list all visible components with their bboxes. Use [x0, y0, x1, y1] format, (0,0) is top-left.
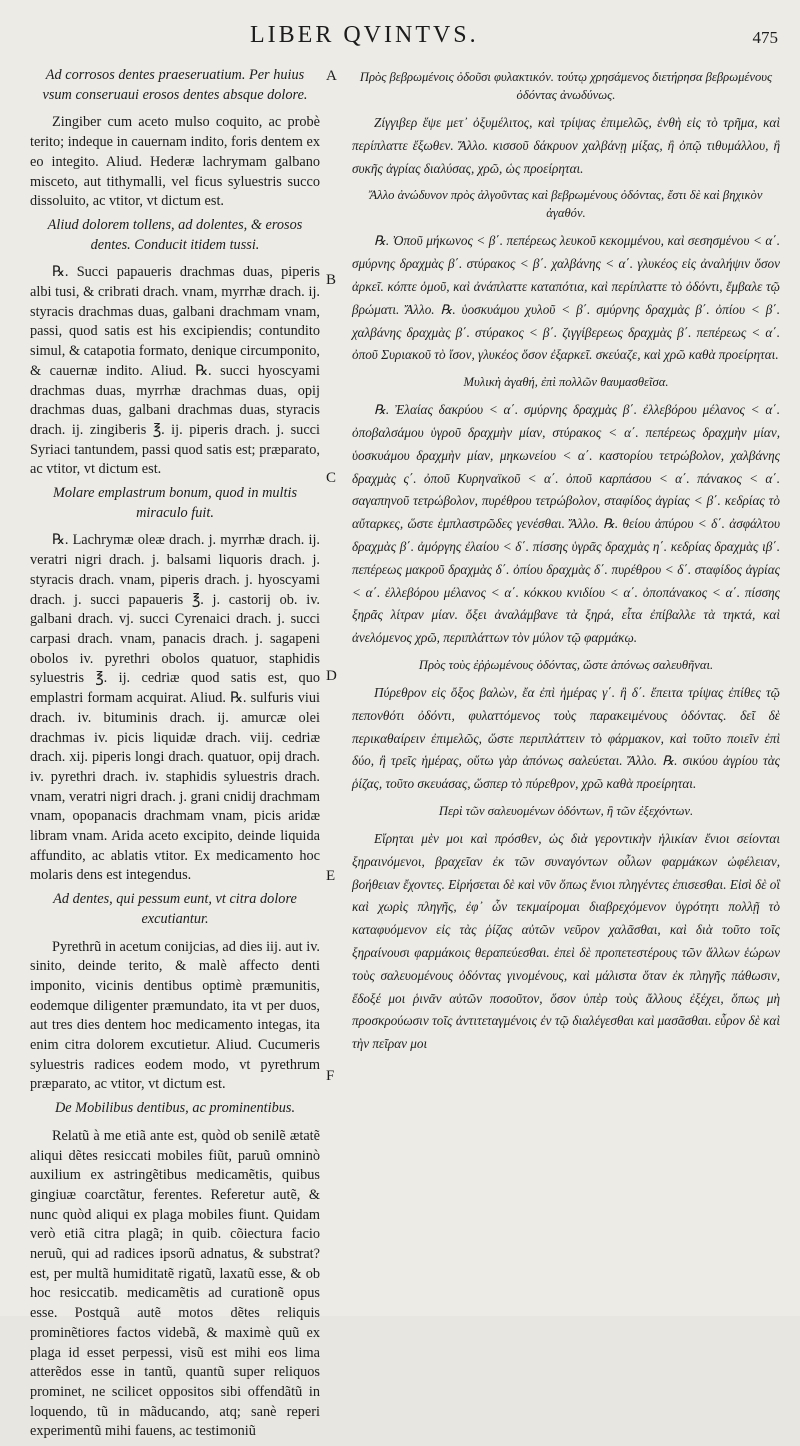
page-number: 475 — [752, 28, 778, 47]
paragraph: ℞. Ὀποῦ μήκωνος < β΄. πεπέρεως λευκοῦ κεκομμένου, καὶ σεσησμένου < α΄. σμύρνης δραχμὰς β΄. στύρακος < β΄. χαλβάνης < α΄. γλυκέος εἰς ἀναλήψιν ὅσον ἀρκεῖ. κόπτε ὁμοῦ, καὶ ἀνάπλαττε καταπότια, καὶ περίπλαττε τὸ ὀδόντι, ἔμβαλε τῷ βρώματι. Ἄλλο. ℞. ὑοσκυάμου χυλοῦ < β΄. σμύρνης δραχμὰς β΄. ὀπίου < β΄. χαλβάνης δραχμὰς β΄. στύρακος < β΄. ζιγγίβερεως δραχμὰς β΄. πεπέρεως < α΄. ὀποῦ Συριακοῦ τὸ ἴσον, γλυκέος ὅσον ἐξαρκεῖ. σκεύαζε, καὶ χρῶ καθὰ προείρηται. — [352, 233, 780, 363]
section-heading: Molare emplastrum bonum, quod in multis miraculo fuit. — [52, 485, 298, 521]
paragraph: Relatũ à me etiã ante est, quòd ob senilẽ ætatẽ aliqui dẽtes resiccati mobiles fiũt, paruũ omninò auxilium ex astringẽtibus medicamẽtis, quibus gingiuæ coarctãtur, ferentes. Referetur autẽ, & nunc quòd aliqui ex plaga mobiles fiunt. Quidam verò etiã citra plagã; in quib. cõiectura facio neruũ, qui ad radices ipsorũ adnatus, & substrat? est, per multã humiditatẽ rigatũ, laxatũ esse, & ob hoc resiccatib. medicamẽtis ad curationẽ opus esse. Postquã autẽ motos dẽtes reliquis prominẽtiores factos videbã, & maximè quũ ex plaga id esset perpessi, visũ est mihi eos lima atterẽdos esse in tantũ, quantũ super reliquos prominet, ne scilicet oppositos sibi offendãtũ in loquendo, tũ in mãducando, atq; sanè reperi experimentũ mihi fauens, ac testimoniũ — [30, 1127, 320, 1440]
running-title: LIBER QVINTVS. — [250, 22, 479, 48]
section-heading: Ἄλλο ἀνώδυνον πρὸς ἀλγοῦντας καὶ βεβρωμένους ὀδόντας, ἔστι δὲ καὶ βηχικὸν ἀγαθόν. — [369, 188, 763, 221]
section-heading: De Mobilibus dentibus, ac prominentibus. — [54, 1100, 296, 1117]
section-heading: Πρὸς τοὺς ἐῤῥωμένους ὀδόντας, ὥστε ἀπόνως σαλευθῆναι. — [418, 657, 714, 672]
paragraph: ℞. Succi papaueris drachmas duas, piperis albi tusi, & cribrati drach. vnam, myrrhæ drach. ij. styracis drachmas duas, galbani drachmam vnam, passi, quod satis est his excipiendis; contundito simul, & catapotia formato, denique circumponito, & cauernæ indito. Aliud. ℞. succi hyoscyami drachmas duas, myrrhæ drachmas duas, opij drachmas duas, galbani drachmas duas, styracis drach. ij. zingiberis ℥. ij. piperis drach. j. succi Syriaci tantundem, passi quod satis est; præparato, ac vtitor, vt dictum est. — [30, 264, 320, 478]
margin-letter-b: B — [326, 272, 337, 288]
margin-letter-d: D — [326, 668, 337, 684]
paragraph: Ζίγγιβερ ἕψε μετ᾽ ὀξυμέλιτος, καὶ τρίψας ἐπιμελῶς, ἐνθὴ εἰς τὸ τρῆμα, καὶ περίπλαττε ἔξωθεν. Ἄλλο. κισσοῦ δάκρυον χαλβάνῃ μίξας, ἢ ὀπῷ τιθυμάλλου, ἢ συκῆς ἀγρίας διαλύσας, χρῶ, ὡς προείρηται. — [352, 115, 780, 176]
section-heading: Μυλικὴ ἀγαθή, ἐπὶ πολλῶν θαυμασθεῖσα. — [463, 375, 669, 390]
paragraph: ℞. Lachrymæ oleæ drach. j. myrrhæ drach. ij. veratri nigri drach. j. balsami liquoris drach. j. styracis drach. vnam, piperis drach. j. hyoscyami drach. j. succi papaueris ℥. j. castorij ob. iv. galbani drach. vj. succi Cyrenaici drach. j. succi carpasi drach. vnam, panacis drach. j. sagapeni obolos iv. pyrethri obolos quatuor, staphidis syluestris ℥. ij. cedriæ quod satis est, quo emplastri formam acquirat. Aliud. ℞. sulfuris viui drach. iv. bituminis drach. ij. amurcæ olei drachmas iv. picis liquidæ drach. viij. cedriæ drach. xij. piperis longi drach. quatuor, opij drach. iv. pyrethri drach. iv. staphidis syluestris drach. vnam, veratri nigri drach. j. grani cnidij drachmam vnam, opopanacis drachmam vnam, picis aridæ libram vnam. Arida aceto excipito, deinde liquida affundito, ac ablatis vtitor. Ex medicamento hoc molaris dens est integendus. — [30, 532, 320, 884]
section-heading: Ad dentes, qui pessum eunt, vt citra dolore excutiantur. — [53, 891, 297, 927]
paragraph: Zingiber cum aceto mulso coquito, ac probè terito; indeque in cauernam indito, foris dentem ex eo integito. Aliud. Hederæ lachrymam galbano misceto, aut tithymalli, vel ficus syluestris succo dissoluito, ac vtitor, vt dictum est. — [30, 114, 320, 210]
margin-letter-c: C — [326, 470, 337, 486]
running-header — [0, 22, 800, 52]
paragraph: Πύρεθρον εἰς ὄξος βαλὼν, ἔα ἐπὶ ἡμέρας γ΄. ἢ δ΄. ἔπειτα τρίψας ἐπίθες τῷ πεπονθότι ὀδόντι, φυλαττόμενος τοὺς παρακειμένους ὀδόντας. δεῖ δὲ περικαθαίρειν ἐπιμελῶς, ὥστε περιπλάττειν τὸ φάρμακον, καὶ τοῦτο ποιεῖν ἐπὶ δύο, ἢ τρεῖς ἡμέρας, οὕτω γὰρ ἀπόνως σαλεύεται. Ἄλλο. ℞. σικύου ἀγρίου τὰς ῥίζας, τοῦτο σκευάσας, ὥσπερ τὸ πύρεθρον, χρῶ καθὰ προείρηται. — [352, 684, 780, 792]
paragraph: ℞. Ἐλαίας δακρύου < α΄. σμύρνης δραχμὰς β΄. ἐλλεβόρου μέλανος < α΄. ὀποβαλσάμου ὑγροῦ δραχμὴν μίαν, στύρακος < α΄. πεπέρεως δραχμὴν μίαν, ὑοσκυάμου δραχμὴν μίαν, μηκωνείου < α΄. καστορίου τετρώβολον, χαλβάνης δραχμὰς ς΄. ὀποῦ Κυρηναϊκοῦ < α΄. ὀποῦ καρπάσου < α΄. πάνακος < α΄. σαγαπηνοῦ τετρώβολον, πυρέθρου τετρώβολον, σταφίδος ἀγρίας < β΄. κεδρίας τὸ αὔταρκες, ὥστε ἐμπλαστρῶδες γενέσθαι. Ἄλλο. ℞. θείου ἀπύρου < δ΄. ἀσφάλτου δραχμὰς β΄. ἀμόργης ἐλαίου < δ΄. πίσσης ὑγρᾶς δραχμὰς η΄. κεδρίας δραχμὰς ιβ΄. πεπέρεως μακροῦ δραχμὰς δ΄. ὀπίου δραχμὰς δ΄. πυρέθρου < δ΄. σταφίδος ἀγρίας < α΄. ἐλλεβόρου μέλανος < α΄. κόκκου κνιδίου < α΄. ὀποπάνακος < α΄. πίσσης ξηρᾶς λίτραν μίαν. ὄξει ἀναλάμβανε τὰ ξηρά, εἶτα ἐπίβαλλε τὰ τηκτά, καὶ ἀνελόμενος χρῶ, περιπλάττων τὸν μύλον τῷ φαρμάκῳ. — [352, 402, 780, 646]
margin-letter-a: A — [326, 68, 337, 84]
section-heading: Ad corrosos dentes praeseruatium. Per huius vsum conseruaui erosos dentes absque dolore. — [42, 67, 308, 103]
paragraph: Εἴρηται μὲν μοι καὶ πρόσθεν, ὡς διὰ γεροντικὴν ἡλικίαν ἔνιοι σείονται ξηραινόμενοι, βραχεῖαν ἐκ τῶν συναγόντων οὖλων φαρμάκων ὠφέλειαν, βοήθειαν ἔχοντες. Εἰρήσεται δὲ καὶ νῦν ὅπως ἔνιοι πληγέντες ἐπισεσθαι. Εἰσὶ δὲ οἳ καὶ χωρὶς πληγῆς, ἐφ᾽ ὧν τεκμαίρομαι διαβρεχόμενον ὑγρότητι πολλῇ τὸ καταφυόμενον εἰς τὰς ῥίζας αὐτῶν νεῦρον χαλᾶσθαι, καὶ διὰ τοῦτο τοῖς ξηραίνουσι φαρμάκοις θεραπεύεσθαι. ἐπεὶ δὲ προπετεστέρους τῶν ἄλλων ἑώρων τοὺς σαλευομένους ὀδόντας γινομένους, καὶ μάλιστα ὅταν ἐκ πληγῆς πάθωσιν, ἔδοξέ μοι ῥινᾶν αὐτῶν ποσοῦτον, ὅσον ὑπὲρ τοὺς ἄλλους ἐξέχει, ὅπως μὴ προσκρούωσιν τοῖς ἀντιτεταγμένοις ἐν τῷ διαλέγεσθαι καὶ μασᾶσθαι. εὗρον δὲ καὶ τὴν πεῖραν μοι — [352, 830, 780, 1052]
section-heading: Aliud dolorem tollens, ad dolentes, & erosos dentes. Conducit itidem tussi. — [47, 216, 303, 253]
paragraph: Pyrethrũ in acetum conijcias, ad dies iij. aut iv. sinito, deinde terito, & malè affecto denti imponito, vicinis dentibus optimè præmunitis, eodemque diligenter præmundato, ita vt per duos, aut tres dies dentem hoc medicamento integas, ita enim citra dolorem excutietur. Aliud. Cucumeris syluestris radices eodem modo, vt pyrethrum præparato, ac vtitor, vt dictum est. — [30, 938, 320, 1093]
section-heading: Περὶ τῶν σαλευομένων ὀδόντων, ἢ τῶν ἐξεχόντων. — [438, 803, 694, 818]
section-heading: Πρὸς βεβρωμένοις ὀδοῦσι φυλακτικόν. τούτῳ χρησάμενος διετήρησα βεβρωμένους ὀδόντας ἀνωδύνως. — [359, 70, 773, 102]
margin-letter-e: E — [326, 868, 336, 884]
greek-column — [352, 62, 780, 1062]
margin-letter-f: F — [326, 1068, 335, 1084]
latin-column — [30, 62, 320, 1446]
